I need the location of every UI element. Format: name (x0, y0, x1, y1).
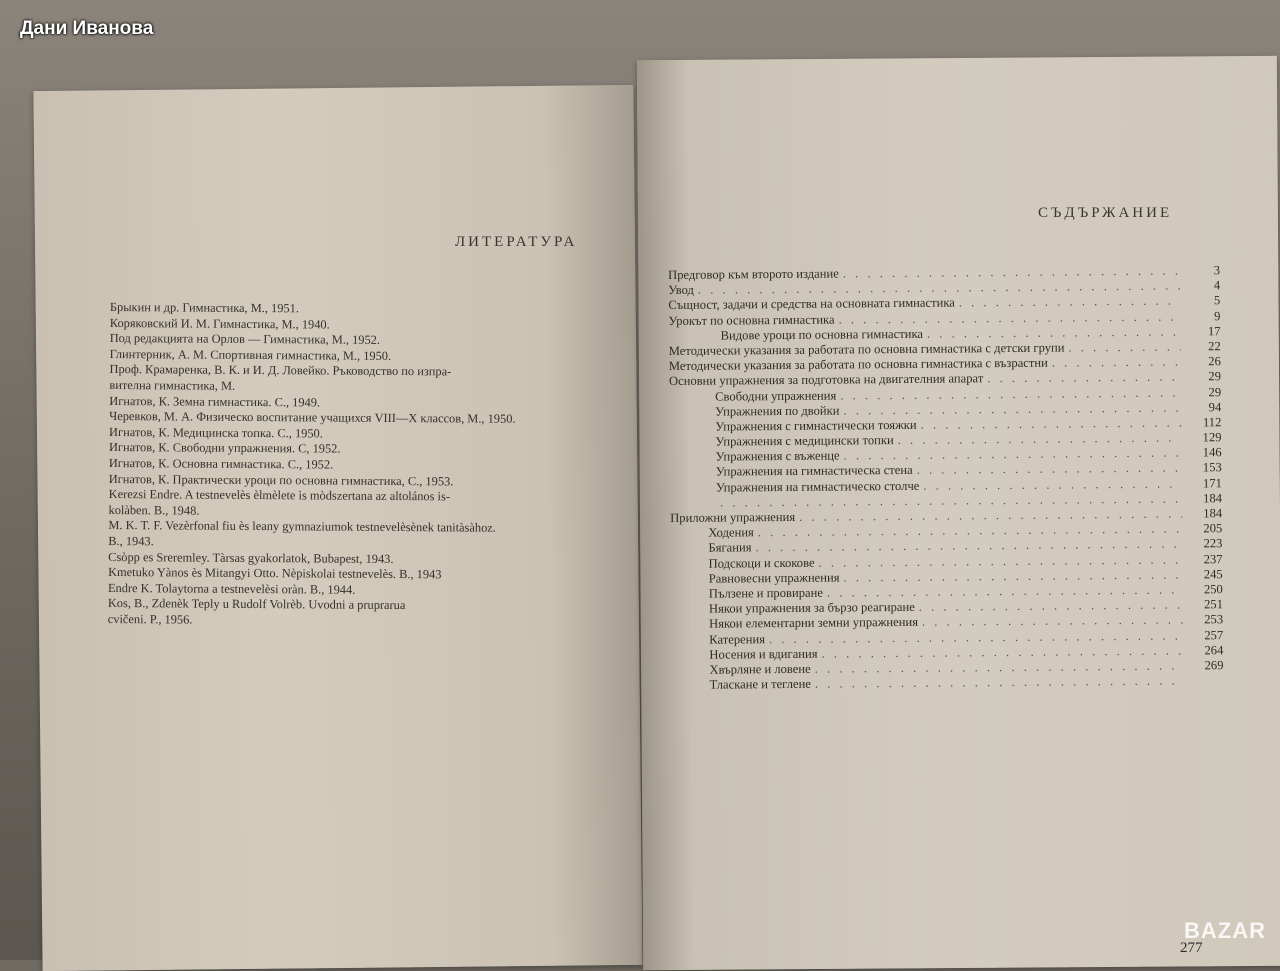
literature-list (108, 300, 630, 631)
toc-entry-page: 17 (1185, 324, 1221, 340)
toc-entry-page: 253 (1187, 612, 1223, 628)
toc-entry-page: 3 (1184, 263, 1220, 279)
toc-entry-title: Същност, задачи и средства на основната гимнастика (668, 296, 955, 314)
toc-entry-title: Упражнения по двойки (715, 403, 839, 419)
table-of-contents (668, 263, 1224, 693)
toc-entry-title: Ходения (708, 525, 754, 541)
toc-entry-page: 205 (1186, 521, 1222, 537)
contents-heading: СЪДЪРЖАНИЕ (1038, 205, 1172, 222)
bazar-watermark-logo: BAZAR (1184, 918, 1266, 944)
literature-item: Под редакцията на Орлов — Гимнастика, М., 1952. (110, 331, 630, 350)
literature-item: kolàben. B., 1948. (108, 503, 628, 522)
literature-item: Черевков, М. А. Физическо воспитание учащихся VIII—X классов, М., 1950. (109, 409, 629, 428)
toc-entry-title: Пълзене и провиране (709, 586, 823, 602)
toc-entry-page: 26 (1185, 354, 1221, 370)
toc-entry-title: Подскоци и скокове (709, 555, 815, 571)
literature-item: Игнатов, К. Свободни упражнения. С, 1952. (109, 440, 629, 459)
toc-entry-page: 223 (1186, 537, 1222, 553)
toc-entry-page: 146 (1186, 445, 1222, 461)
literature-item: Endre K. Tolaytorna a testnevelèsi oràn. B., 1944. (108, 581, 628, 600)
toc-entry-page: 9 (1184, 309, 1220, 325)
literature-item: cvičeni. P., 1956. (108, 612, 628, 631)
toc-leader-dots (987, 370, 1181, 387)
literature-item: Kerezsi Endre. A testnevelès èlmèlete ìs mòdszertana az altolános is- (109, 487, 629, 506)
toc-leader-dots (815, 674, 1184, 692)
toc-entry-title: Приложни упражнения (670, 510, 795, 526)
toc-entry-page: 153 (1186, 461, 1222, 477)
toc-entry-page: 22 (1185, 339, 1221, 355)
toc-entry-title: Упражнения на гимнастическо столче (716, 478, 920, 495)
toc-entry-page: 264 (1187, 643, 1223, 659)
toc-entry-page: 250 (1187, 582, 1223, 598)
toc-entry-title: Катерения (709, 632, 765, 648)
toc-entry-title: Упражнения с медицински топки (715, 433, 893, 450)
literature-item: M. K. T. F. Vezèrfonal fiu ès leany gymnaziumok testnevelèsènek tanitàsàhoz. (108, 518, 628, 537)
toc-entry-title: Някои елементарни земни упражнения (709, 615, 918, 632)
literature-item: Csòpp es Sreremley. Tàrsas gyakorlatok, Bubapest, 1943. (108, 549, 628, 568)
toc-entry-page: 269 (1187, 658, 1223, 674)
toc-entry-page: 5 (1184, 294, 1220, 310)
literature-item: B., 1943. (108, 534, 628, 553)
literature-item: Игнатов, К. Практически уроци по основна гимнастика, С., 1953. (109, 472, 629, 491)
literature-item: Kmetuko Yànos ès Mitangyi Otto. Nèpiskolai testnevelès. B., 1943 (108, 565, 628, 584)
toc-entry-title: Видове уроци по основна гимнастика (721, 327, 924, 344)
toc-entry-page: 184 (1186, 506, 1222, 522)
toc-entry-title: Хвърляне и ловене (709, 662, 810, 678)
toc-entry-title: Бягания (708, 541, 751, 557)
literature-heading: ЛИТЕРАТУРА (455, 234, 577, 251)
toc-entry-title: Основни упражнения за подготовка на двигателния апарат (669, 372, 983, 390)
literature-item: Коряковский И. М. Гимнастика, М., 1940. (110, 316, 630, 335)
toc-entry-title: Методически указания за работата по основна гимнастика с възрастни (669, 356, 1048, 375)
toc-leader-dots (1052, 355, 1181, 371)
page-number: 277 (1180, 940, 1203, 957)
toc-entry-title: Упражнения с въженце (716, 449, 840, 465)
toc-entry-page: 171 (1186, 476, 1222, 492)
literature-item: Игнатов, К. Медицинска топка. С., 1950. (109, 425, 629, 444)
toc-leader-dots (1068, 339, 1180, 355)
toc-entry-page: 112 (1185, 415, 1221, 431)
literature-item: Брыкин и др. Гимнастика, М., 1951. (110, 300, 630, 319)
toc-entry-title: Тласкане и теглене (710, 677, 811, 693)
toc-entry-page: 237 (1186, 552, 1222, 568)
toc-entry-title: Предговор към второто издание (668, 267, 839, 284)
uploader-name[interactable]: Дани Иванова (20, 18, 153, 40)
literature-item: Игнатов, К. Основна гимнастика. С., 1952. (109, 456, 629, 475)
toc-entry-page: 29 (1185, 385, 1221, 401)
toc-entry-title: Носения и вдигания (709, 646, 817, 662)
toc-entry-title: Упражнения на гимнастическа стена (716, 463, 913, 480)
literature-item: Kos, B., Zdenèk Teply u Rudolf Volrèb. Uvodni a pruprarua (108, 596, 628, 615)
literature-item: вителна гимнастика, М. (109, 378, 629, 397)
toc-entry-page: 29 (1185, 369, 1221, 385)
literature-item: Проф. Крамаренка, В. К. и И. Д. Ловейко. Ръководство по изпра- (109, 362, 629, 381)
toc-entry-title: Урокът по основна гимнастика (668, 312, 834, 329)
toc-entry-page: 94 (1185, 400, 1221, 416)
toc-entry-title: Някои упражнения за бързо реагиране (709, 600, 915, 617)
toc-entry-title: Увод (668, 283, 694, 298)
toc-entry-page: 257 (1187, 628, 1223, 644)
toc-entry-title: Равновесни упражнения (709, 570, 840, 586)
toc-entry-page: 184 (1186, 491, 1222, 507)
toc-entry-page: 129 (1185, 430, 1221, 446)
toc-entry-title: Методически указания за работата по основна гимнастика с детски групи (669, 340, 1065, 359)
literature-item: Игнатов, К. Земна гимнастика. С., 1949. (109, 394, 629, 413)
toc-entry-title: Свободни упражнения (715, 388, 836, 404)
literature-item: Глинтерник, А. М. Спортивная гимнастика, М., 1950. (110, 347, 630, 366)
toc-entry-page: 251 (1187, 597, 1223, 613)
toc-entry-page: 4 (1184, 278, 1220, 294)
toc-entry-title: Упражнения с гимнастически тояжки (715, 418, 916, 435)
toc-entry-page: 245 (1187, 567, 1223, 583)
